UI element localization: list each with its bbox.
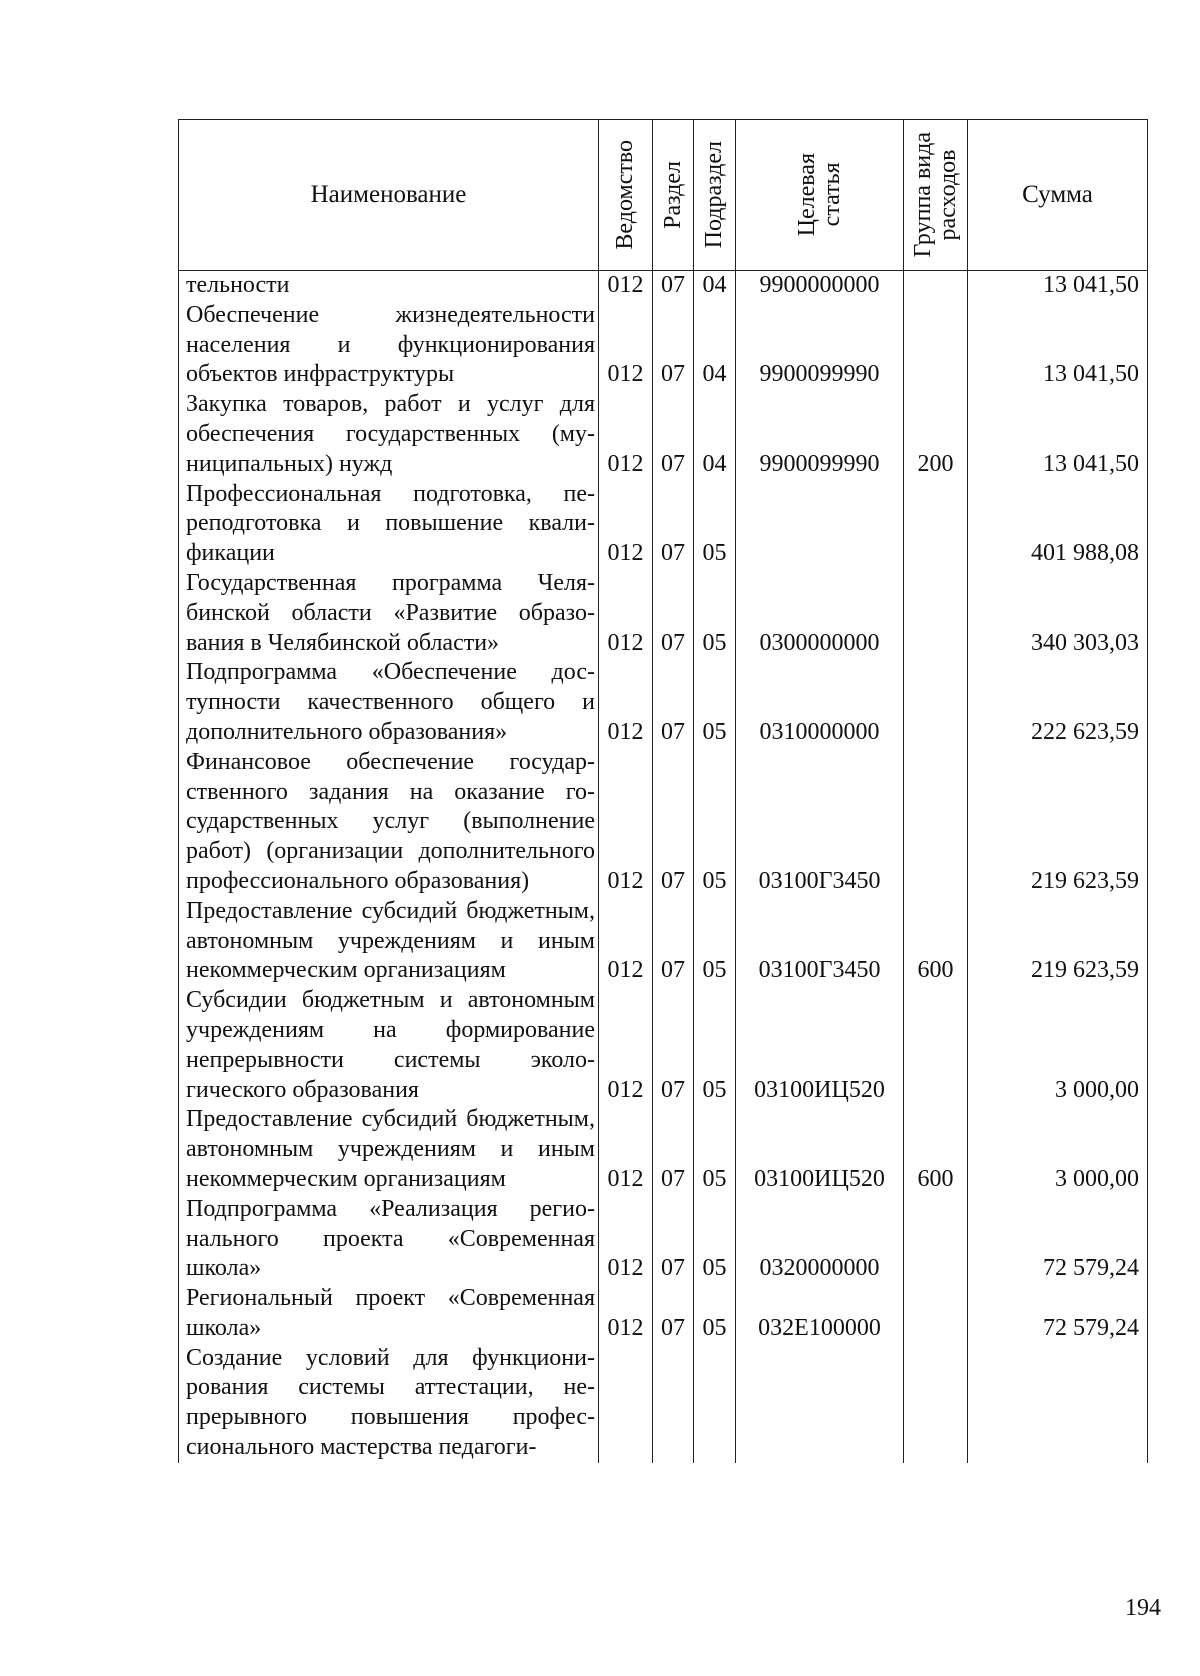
row-sum: 13 041,50	[968, 271, 1148, 301]
row-sum: 13 041,50	[968, 301, 1148, 390]
header-expense-group	[904, 120, 968, 271]
row-subsection: 04	[694, 390, 736, 479]
row-sum	[968, 1344, 1148, 1463]
row-section: 07	[653, 748, 694, 897]
row-target-article: 0300000000	[736, 569, 904, 658]
table-row	[179, 271, 1148, 301]
table-row	[179, 1195, 1148, 1284]
row-department: 012	[599, 1284, 653, 1344]
row-name: Региональный проект «Современная школа»	[179, 1284, 599, 1344]
row-target-article: 03100Г3450	[736, 897, 904, 986]
budget-table	[178, 119, 1148, 1463]
row-subsection: 05	[694, 897, 736, 986]
table-header-row	[179, 120, 1148, 271]
table-body	[179, 271, 1148, 1463]
row-subsection: 05	[694, 748, 736, 897]
row-expense-group	[904, 569, 968, 658]
row-target-article: 9900099990	[736, 301, 904, 390]
row-section: 07	[653, 986, 694, 1105]
header-section-label: Раздел	[659, 161, 686, 229]
table-row	[179, 480, 1148, 569]
row-subsection: 04	[694, 301, 736, 390]
row-section: 07	[653, 480, 694, 569]
row-department	[599, 1344, 653, 1463]
header-name: Наименование	[179, 120, 599, 271]
header-department	[599, 120, 653, 271]
row-target-article: 9900000000	[736, 271, 904, 301]
row-sum: 219 623,59	[968, 897, 1148, 986]
row-section: 07	[653, 271, 694, 301]
row-name: Подпрограмма «Обеспечение доступности качественного общего и дополнительного образования»	[179, 658, 599, 747]
row-name: Закупка товаров, работ и услуг для обеспечения государственных (муниципальных) нужд	[179, 390, 599, 479]
table-row	[179, 301, 1148, 390]
table-row	[179, 1284, 1148, 1344]
row-department: 012	[599, 390, 653, 479]
row-sum: 72 579,24	[968, 1284, 1148, 1344]
row-subsection: 05	[694, 1195, 736, 1284]
header-section	[653, 120, 694, 271]
row-expense-group	[904, 658, 968, 747]
row-department: 012	[599, 658, 653, 747]
row-subsection	[694, 1344, 736, 1463]
table-row	[179, 897, 1148, 986]
row-sum: 222 623,59	[968, 658, 1148, 747]
row-section: 07	[653, 569, 694, 658]
row-target-article	[736, 480, 904, 569]
row-department: 012	[599, 301, 653, 390]
row-department: 012	[599, 271, 653, 301]
row-sum: 3 000,00	[968, 986, 1148, 1105]
row-name: Подпрограмма «Реализация регионального проекта «Современная школа»	[179, 1195, 599, 1284]
row-section: 07	[653, 390, 694, 479]
row-subsection: 05	[694, 1284, 736, 1344]
row-department: 012	[599, 748, 653, 897]
row-expense-group	[904, 301, 968, 390]
row-department: 012	[599, 897, 653, 986]
table-row	[179, 748, 1148, 897]
header-expense-group-label: Группа вида расходов	[909, 132, 961, 258]
row-expense-group: 200	[904, 390, 968, 479]
row-name: Предоставление субсидий бюджетным, автономным учреждениям и иным некоммерческим организациям	[179, 1105, 599, 1194]
page-number: 194	[1125, 1595, 1161, 1621]
row-subsection: 05	[694, 986, 736, 1105]
row-target-article: 9900099990	[736, 390, 904, 479]
row-target-article: 03100ИЦ520	[736, 1105, 904, 1194]
row-department: 012	[599, 1105, 653, 1194]
row-expense-group	[904, 986, 968, 1105]
row-subsection: 04	[694, 271, 736, 301]
row-department: 012	[599, 480, 653, 569]
row-expense-group	[904, 1284, 968, 1344]
row-name: Финансовое обеспечение государственного задания на оказание государственных услуг (выполнение работ) (организации дополнительного профессионального образования)	[179, 748, 599, 897]
row-name: Создание условий для функционирования системы аттестации, непрерывного повышения профессионального мастерства педагоги-	[179, 1344, 599, 1463]
row-expense-group	[904, 480, 968, 569]
table-row	[179, 569, 1148, 658]
header-department-label: Ведомство	[612, 140, 638, 250]
table-row	[179, 390, 1148, 479]
header-subsection-label: Подраздел	[701, 141, 727, 249]
header-target-article-label: Целевая статья	[793, 153, 845, 237]
header-subsection	[694, 120, 736, 271]
table-row	[179, 1344, 1148, 1463]
row-sum: 219 623,59	[968, 748, 1148, 897]
row-section: 07	[653, 658, 694, 747]
row-expense-group	[904, 748, 968, 897]
row-department: 012	[599, 569, 653, 658]
table-row	[179, 658, 1148, 747]
row-section: 07	[653, 1284, 694, 1344]
row-target-article: 03100ИЦ520	[736, 986, 904, 1105]
row-expense-group: 600	[904, 1105, 968, 1194]
row-subsection: 05	[694, 1105, 736, 1194]
row-sum: 72 579,24	[968, 1195, 1148, 1284]
row-name: Предоставление субсидий бюджетным, автономным учреждениям и иным некоммерческим организациям	[179, 897, 599, 986]
row-subsection: 05	[694, 480, 736, 569]
row-target-article: 03100Г3450	[736, 748, 904, 897]
row-expense-group	[904, 271, 968, 301]
row-expense-group: 600	[904, 897, 968, 986]
row-department: 012	[599, 986, 653, 1105]
row-name: Государственная программа Челябинской области «Развитие образования в Челябинской области»	[179, 569, 599, 658]
row-target-article	[736, 1344, 904, 1463]
table-row	[179, 986, 1148, 1105]
row-name: тельности	[179, 271, 599, 301]
header-sum: Сумма	[968, 120, 1148, 271]
row-section	[653, 1344, 694, 1463]
row-sum: 13 041,50	[968, 390, 1148, 479]
row-section: 07	[653, 1105, 694, 1194]
row-expense-group	[904, 1344, 968, 1463]
row-subsection: 05	[694, 569, 736, 658]
row-target-article: 0320000000	[736, 1195, 904, 1284]
row-name: Обеспечение жизнедеятельности населения и функционирования объектов инфраструктуры	[179, 301, 599, 390]
row-sum: 3 000,00	[968, 1105, 1148, 1194]
header-target-article	[736, 120, 904, 271]
row-subsection: 05	[694, 658, 736, 747]
row-target-article: 0310000000	[736, 658, 904, 747]
row-sum: 401 988,08	[968, 480, 1148, 569]
row-target-article: 032E100000	[736, 1284, 904, 1344]
row-department: 012	[599, 1195, 653, 1284]
row-sum: 340 303,03	[968, 569, 1148, 658]
row-section: 07	[653, 1195, 694, 1284]
row-expense-group	[904, 1195, 968, 1284]
row-section: 07	[653, 897, 694, 986]
row-name: Профессиональная подготовка, переподготовка и повышение квалификации	[179, 480, 599, 569]
row-section: 07	[653, 301, 694, 390]
row-name: Субсидии бюджетным и автономным учреждениям на формирование непрерывности системы экологического образования	[179, 986, 599, 1105]
table-row	[179, 1105, 1148, 1194]
